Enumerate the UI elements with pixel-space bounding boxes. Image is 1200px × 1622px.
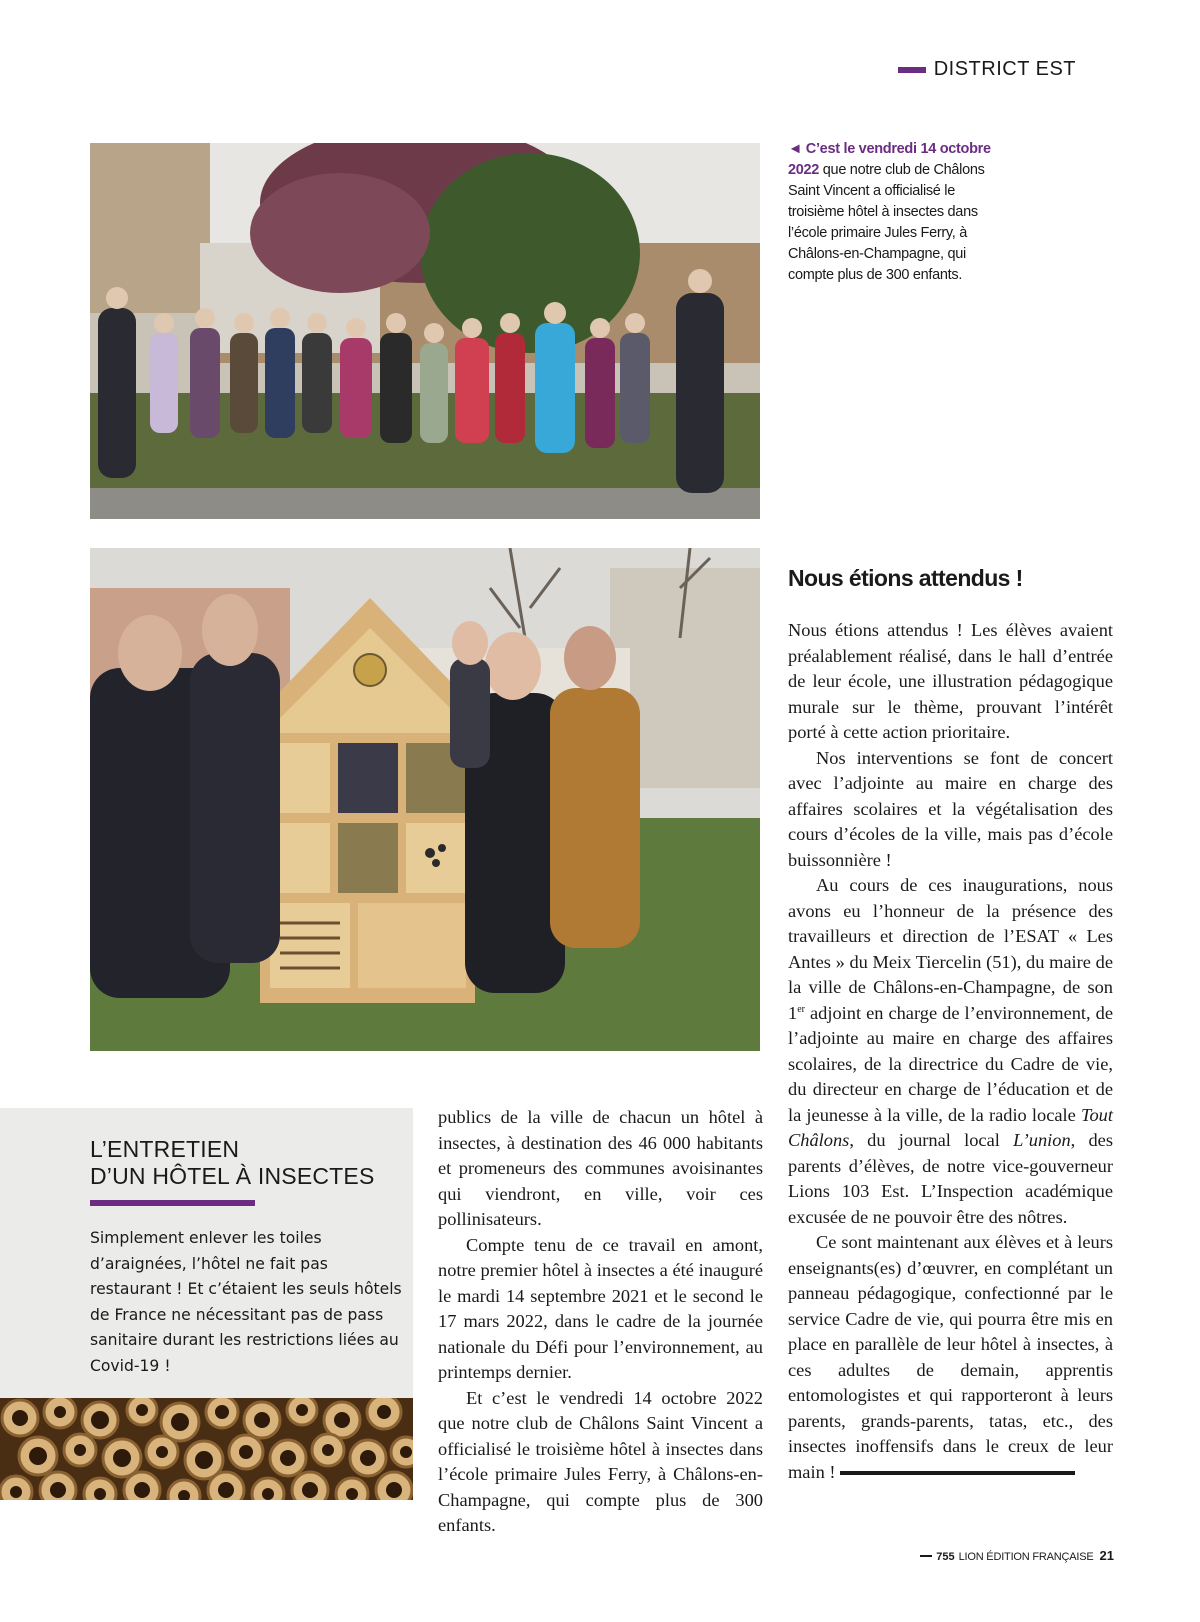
sidebar-title (90, 1136, 375, 1190)
mid-paragraph-1: publics de la ville de chacun un hôtel à insectes, à destination des 46 000 habitants et promeneurs des communes avoisinantes qui viendront, en ville, voir ces pollinisateurs. (438, 1107, 763, 1229)
section-header (898, 58, 1076, 81)
top-photo (90, 143, 760, 519)
caption-text: que notre club de Châlons Saint Vincent a officialisé le troisième hôtel à insectes dans l’école primaire Jules Ferry, à Châlons-en-Champagne, qui compte plus de 300 enfants. (788, 162, 985, 283)
paragraph-3 (788, 873, 1113, 1230)
footer-publication: LION ÉDITION FRANÇAISE (958, 1551, 1094, 1563)
middle-photo (90, 548, 760, 1051)
footer-page-number: 21 (1099, 1548, 1114, 1563)
mid-paragraph-2: Compte tenu de ce travail en amont, notre premier hôtel à insectes a été inauguré le mardi 14 septembre 2021 et le second le 17 mars 2022, dans le cadre de la journée nationale du Défi pour l’environnement, au printemps dernier. (438, 1234, 763, 1382)
article-column-middle (438, 1105, 763, 1539)
paragraph-3-part-c: , du journal local (849, 1130, 1014, 1150)
sidebar-accent-rule (90, 1200, 255, 1206)
bamboo-tubes-illustration (0, 1398, 413, 1500)
paragraph-3-journal-name: L’union (1013, 1130, 1071, 1150)
sidebar-box (0, 1108, 413, 1398)
sidebar-text: Simplement enlever les toiles d’araignées, l’hôtel ne fait pas restaurant ! Et c’étaient les seuls hôtels de France ne nécessitant pas de pass sanitaire durant les restrictions liées au Covid-19 ! (90, 1229, 402, 1375)
paragraph-3-radio-name: Tout Châlons (788, 1104, 1113, 1150)
bamboo-photo (0, 1398, 413, 1500)
photo-caption (788, 139, 1008, 286)
paragraph-3-part-d: , des parents d’élèves, de notre vice-gouverneur Lions 103 Est. L’Inspection académique excusée de ne pouvoir être des nôtres. (788, 1130, 1113, 1227)
group-photo-illustration (90, 143, 760, 519)
article-end-bar (840, 1471, 1075, 1475)
header-accent-bar (898, 67, 926, 73)
insect-hotel-illustration (90, 548, 760, 1051)
paragraph-3-part-a: Au cours de ces inaugurations, nous avons eu l’honneur de la présence des travailleurs et direction de l’ESAT « Les Antes » du Meix Tiercelin (51), du maire de la ville de Châlons-en-Champagne, de son 1 (788, 875, 1113, 1023)
article-headline: Nous étions attendus ! (788, 565, 1023, 591)
paragraph-1: Nous étions attendus ! Les élèves avaient préalablement réalisé, dans le hall d’entrée de leur école, une illustration pédagogique murale sur le thème, prouvant l’intérêt porté à cette action prioritaire. (788, 620, 1113, 742)
caption-accent: ◄ C’est le vendredi 14 octobre 2022 (788, 141, 991, 178)
paragraph-3-part-b: adjoint en charge de l’environnement, de l’adjointe au maire en charge des affaires scolaires, de la directrice du Cadre de vie, du directeur en charge de l’éducation et de la jeunesse à la ville, de la radio locale (788, 1002, 1113, 1125)
paragraph-2: Nos interventions se font de concert avec l’adjointe au maire en charge des affaires scolaires et la végétalisation des cours d’écoles de la ville, mais pas d’école buissonnière ! (788, 747, 1113, 870)
footer-issue-number: 755 (936, 1551, 955, 1563)
sidebar-title-line-2: D’UN HÔTEL À INSECTES (90, 1163, 375, 1189)
sidebar-title-line-1: L’ENTRETIEN (90, 1136, 240, 1162)
mid-paragraph-3: Et c’est le vendredi 14 octobre 2022 que notre club de Châlons Saint Vincent a officialisé le troisième hôtel à insectes dans l’école primaire Jules Ferry, à Châlons-en-Champagne, qui compte plus de 300 enfants. (438, 1387, 763, 1535)
paragraph-4 (788, 1230, 1113, 1485)
page-footer (920, 1548, 1114, 1563)
paragraph-4-text: Ce sont maintenant aux élèves et à leurs enseignants(es) d’œuvrer, en complétant un panneau pédagogique, confectionné par le service Cadre de vie, qui pourra être mis en place en parallèle de leur hôtel à insectes, à ces adultes de demain, apprentis entomologistes et qui rapporteront à leurs parents, grands-parents, tatas, etc., des insectes inoffensifs dans le creux de leur main ! (788, 1232, 1113, 1482)
article-column-right (788, 618, 1113, 1485)
paragraph-3-superscript: er (797, 1003, 805, 1015)
footer-dash (920, 1555, 932, 1557)
section-title: DISTRICT EST (933, 58, 1076, 80)
